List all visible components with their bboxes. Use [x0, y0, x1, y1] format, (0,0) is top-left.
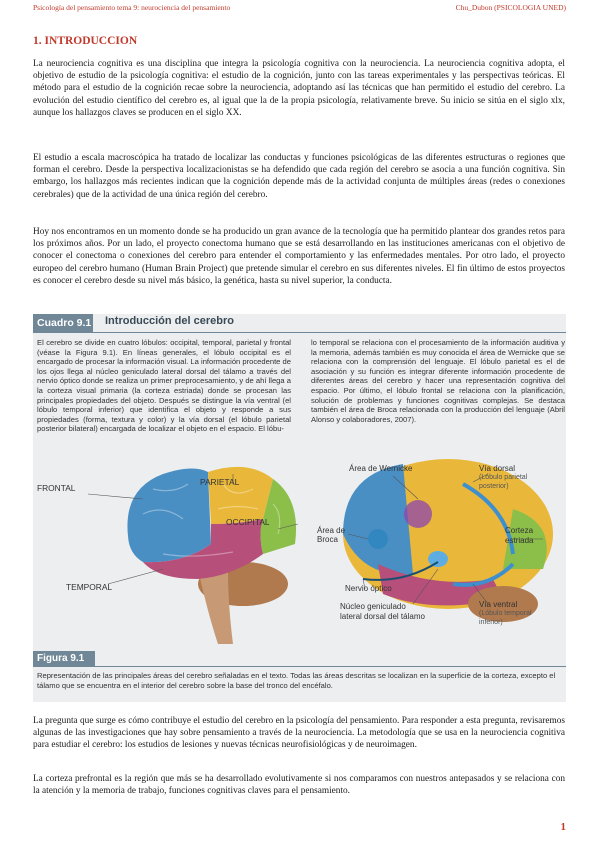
label-parietal: PARIETAL [200, 477, 240, 487]
cuadro-text-left: El cerebro se divide en cuatro lóbulos: occipital, temporal, parietal y frontal (véase la Figura 9.1). En líneas generales, el lóbulo occipital es el encargado de procesar la información visual. La información procedente de los ojos llega al núcleo geniculado lateral dorsal del tálamo a través del nervio óptico donde se realiza un primer preprocesamiento, y de ahí llega a la corteza visual primaria (la corteza estriada) donde se procesan las principales propiedades del objeto. Después se distingue la vía ventral (el lóbulo temporal inferior) que identifica el objeto y responde a sus propiedades (forma, textura y color) y la vía dorsal (el lóbulo parietal posterior bilateral) encargada de localizar el objeto en el espacio. El lóbu- [37, 338, 291, 434]
parietal-lobe-shape [208, 467, 273, 524]
paragraph-projects: Hoy nos encontramos en un momento donde se ha producido un gran avance de la tecnología que ha permitido plantear dos grandes retos para los próximos años. Por un lado, el proyecto conectoma humano que se está desarrollando en las instituciones americanas con el objetivo de conocer el conectoma o conexiones del cerebro para entender el comportamiento y las enfermedades mentales. Por otro lado, el proyecto europeo del cerebro humano (Human Brain Project) que pretende simular el cerebro en sus diferentes niveles. El fin último de estos proyectos es conocer el cerebro desde su nivel más básico, la genética, hasta su nivel superior, la conducta. [33, 227, 565, 286]
label-nucleo-geniculado: Núcleo geniculado lateral dorsal del tálamo [340, 602, 425, 621]
cuadro-tab: Cuadro 9.1 [33, 314, 93, 332]
paragraph-macroscopic: El estudio a escala macroscópica ha tratado de localizar las conductas y funciones psicológicas de las diferentes estructuras o regiones que forman el cerebro. Desde la perspectiva localizacionistas se ha defendido que cada región del cerebro se asocia a una función cognitiva. Sin embargo, los hallazgos más recientes indican que la cognición depende más de la actividad conjunta de múltiples áreas (redes o conexiones cerebrales) que de la actividad de una única región del cerebro. [33, 153, 565, 200]
label-wernicke: Área de Wernicke [349, 464, 413, 473]
figure-rule [33, 666, 566, 667]
cuadro-title: Introducción del cerebro [105, 315, 234, 327]
figure-caption: Representación de las principales áreas del cerebro señaladas en el texto. Todas las áreas descritas se localizan en la superficie de la corteza, excepto el tálamo que se encuentra en el interior del cerebro sobre la base del tronco del encéfalo. [37, 671, 556, 690]
broca-area-marker [368, 529, 388, 549]
cuadro-text-right: lo temporal se relaciona con el procesamiento de la información auditiva y la memoria, además también es muy conocida el área de Wernicke que se relaciona con la comprensión del lenguaje. El lóbulo parietal es el de asociación y su función es integrar diferente información procedente de diferentes áreas del cerebro y hacer una representación cognitiva del espacio. Por último, el lóbulo frontal se relaciona con la planificación, solución de problemas y funciones cognitivas complejas. Se destaca también el área de Broca relacionada con la producción del lenguaje (Abril Alonso y colaboradores, 2007). [311, 338, 565, 424]
label-corteza-estriada: Corteza estriada [505, 526, 534, 545]
paragraph-intro: La neurociencia cognitiva es una disciplina que integra la psicología cognitiva con la neurociencia. La neurociencia cognitiva adopta, el objetivo de estudio de la psicología cognitiva: el estudio de la cognición, junto con las tareas experimentales y las perspectivas teóricas. El método para el estudio de la cognición recae sobre la neurociencia, adoptando así las técnicas que han permitido el estudio del cerebro. La evolución del estudio científico del cerebro es, al igual que la de la propia psicología, relativamente breve. Su inicio se sitúa en el siglo xlx, aunque los hallazgos claves se producen en el siglo XX. [33, 59, 565, 118]
thalamus-marker [428, 551, 448, 567]
frontal-lobe-shape [127, 468, 211, 562]
brainstem-shape [198, 569, 233, 644]
label-via-dorsal: Vía dorsal [479, 464, 516, 473]
figure-caption-area [33, 651, 566, 698]
section-title: 1. INTRODUCCION [33, 35, 138, 47]
page-number: 1 [560, 821, 566, 833]
label-nervio-optico: Nervio óptico [345, 584, 392, 593]
wernicke-area-marker [404, 500, 432, 528]
label-via-ventral-sub: (Lóbulo temporal inferior) [479, 610, 532, 626]
label-occipital: OCCIPITAL [226, 517, 270, 527]
label-via-ventral: Vía ventral [479, 600, 518, 609]
label-broca: Área de Broca [317, 526, 346, 544]
running-header-right: Chu_Dubon (PSICOLOGIA UNED) [455, 3, 566, 12]
label-temporal: TEMPORAL [66, 582, 113, 592]
label-frontal: FRONTAL [37, 483, 76, 493]
paragraph-question: La pregunta que surge es cómo contribuye el estudio del cerebro en la psicología del pensamiento. Para responder a esta pregunta, revisaremos algunas de las investigaciones que hay sobre pensamiento a través de la neurociencia. La metodología que se usa en la neurociencia cognitiva para estudiar el cerebro: los estudios de lesiones y nuevas técnicas neurofisiológicas y de neuroimagen. [33, 716, 565, 751]
running-header-left: Psicología del pensamiento tema 9: neurociencia del pensamiento [33, 3, 231, 12]
cuadro-box [33, 314, 566, 702]
figure-tab: Figura 9.1 [33, 651, 95, 666]
paragraph-prefrontal: La corteza prefrontal es la región que más se ha desarrollado evolutivamente si nos comparamos con nuestros antepasados y se relaciona con la atención y la memoria de trabajo, funciones cognitivas claves para el pensamiento. [33, 774, 565, 797]
label-via-dorsal-sub: (Lóbulo parietal posterior) [479, 474, 528, 490]
